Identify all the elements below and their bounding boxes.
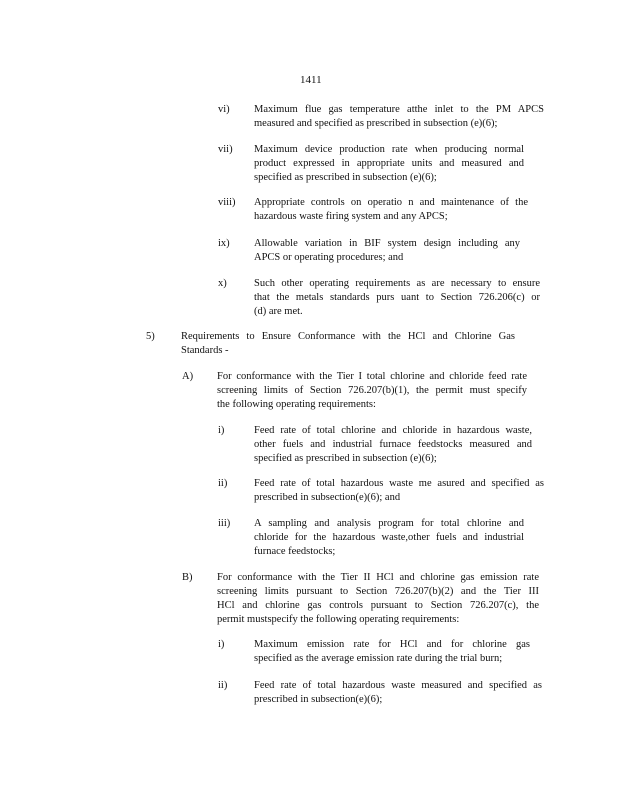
item-label: x) xyxy=(218,278,227,289)
item-text xyxy=(254,679,542,707)
item-text-line: Appropriate controls on operatio n and maintenance of the xyxy=(254,197,528,208)
item-label: ii) xyxy=(218,478,228,489)
item-label: vii) xyxy=(218,144,233,155)
item-text-line: specified as prescribed in subsection (e)(6); xyxy=(254,172,437,183)
item-label: i) xyxy=(218,425,225,436)
item-text-line: Feed rate of total hazardous waste me asured and specified as xyxy=(254,478,544,489)
item-text xyxy=(254,477,544,505)
item-text-line: specified as prescribed in subsection (e)(6); xyxy=(254,453,437,464)
item-text-line: Allowable variation in BIF system design including any xyxy=(254,238,520,249)
item-text xyxy=(254,517,524,559)
item-text-line: product expressed in appropriate units and measured and xyxy=(254,158,524,169)
item-text-line: Maximum emission rate for HCl and for chlorine gas xyxy=(254,639,530,650)
item-label: 5) xyxy=(146,331,155,342)
item-text-line: measured and specified as prescribed in subsection (e)(6); xyxy=(254,118,498,129)
item-text xyxy=(254,103,544,131)
item-label: A) xyxy=(182,371,194,382)
item-text-line: screening limits pursuant to Section 726.207(b)(2) and the Tier III xyxy=(217,586,539,597)
item-text xyxy=(254,143,524,185)
item-text-line: (d) are met. xyxy=(254,306,303,317)
item-text-line: prescribed in subsection(e)(6); and xyxy=(254,492,401,503)
page-number: 1411 xyxy=(300,74,322,86)
item-text-line: Standards - xyxy=(181,345,229,356)
item-text xyxy=(254,638,530,666)
item-text-line: screening limits of Section 726.207(b)(1), the permit must specify xyxy=(217,385,527,396)
item-text-line: Maximum flue gas temperature atthe inlet to the PM APCS xyxy=(254,104,544,115)
item-text-line: For conformance with the Tier I total chlorine and chloride feed rate xyxy=(217,371,527,382)
item-text-line: Feed rate of total chlorine and chloride in hazardous waste, xyxy=(254,425,532,436)
item-text-line: specified as the average emission rate during the trial burn; xyxy=(254,653,503,664)
item-text-line: prescribed in subsection(e)(6); xyxy=(254,694,383,705)
item-text xyxy=(254,277,540,319)
item-text-line: hazardous waste firing system and any APCS; xyxy=(254,211,448,222)
item-text-line: the following operating requirements: xyxy=(217,399,376,410)
item-label: vi) xyxy=(218,104,230,115)
item-text xyxy=(254,424,532,466)
item-text-line: Such other operating requirements as are necessary to ensure xyxy=(254,278,540,289)
item-label: i) xyxy=(218,639,225,650)
item-text xyxy=(217,571,539,627)
item-text-line: that the metals standards purs uant to Section 726.206(c) or xyxy=(254,292,540,303)
item-text-line: furnace feedstocks; xyxy=(254,546,336,557)
item-text-line: Maximum device production rate when producing normal xyxy=(254,144,524,155)
item-text-line: For conformance with the Tier II HCl and chlorine gas emission rate xyxy=(217,572,539,583)
item-text-line: Feed rate of total hazardous waste measured and specified as xyxy=(254,680,542,691)
item-label: B) xyxy=(182,572,193,583)
item-text-line: chloride for the hazardous waste,other fuels and industrial xyxy=(254,532,524,543)
item-text xyxy=(181,330,515,358)
item-text xyxy=(217,370,527,412)
item-text-line: A sampling and analysis program for total chlorine and xyxy=(254,518,524,529)
item-label: viii) xyxy=(218,197,236,208)
item-text-line: APCS or operating procedures; and xyxy=(254,252,404,263)
item-text-line: HCl and chlorine gas controls pursuant to Section 726.207(c), the xyxy=(217,600,539,611)
item-text xyxy=(254,237,520,265)
item-text-line: other fuels and industrial furnace feedstocks measured and xyxy=(254,439,532,450)
item-text xyxy=(254,196,528,224)
item-text-line: permit mustspecify the following operating requirements: xyxy=(217,614,460,625)
item-label: ii) xyxy=(218,680,228,691)
item-label: ix) xyxy=(218,238,230,249)
item-text-line: Requirements to Ensure Conformance with the HCl and Chlorine Gas xyxy=(181,331,515,342)
item-label: iii) xyxy=(218,518,231,529)
